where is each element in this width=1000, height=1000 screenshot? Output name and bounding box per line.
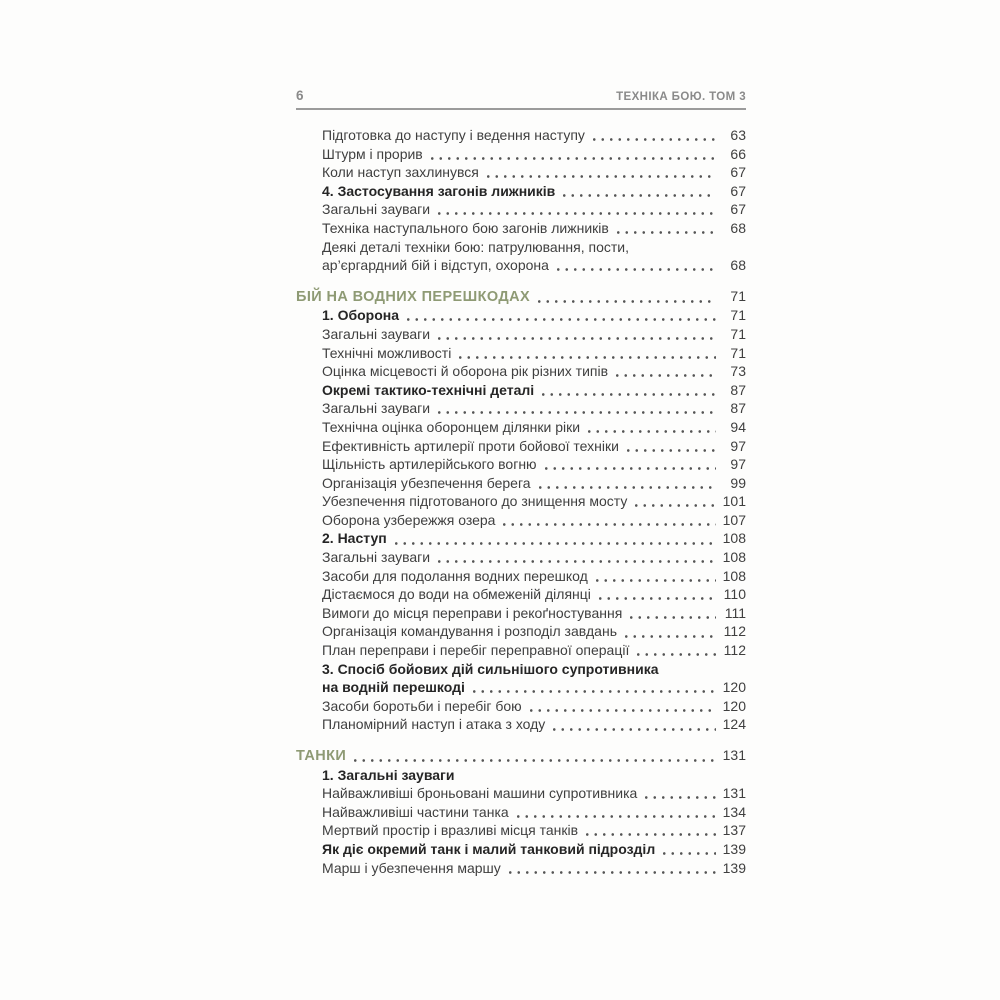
toc-entry-title: Загальні зауваги bbox=[322, 201, 431, 218]
toc-entry-title: Мертвий простір і вразливі місця танків bbox=[322, 822, 579, 839]
toc-entry-title: 1. Оборона bbox=[322, 307, 399, 324]
running-header bbox=[296, 88, 746, 110]
toc-entry-title: 1. Загальні зауваги bbox=[322, 766, 455, 783]
toc-entry-title: Як діє окремий танк і малий танковий підрозділ bbox=[322, 840, 656, 857]
toc-page-number: 87 bbox=[730, 381, 746, 398]
toc-entry-title: ар’єргардний бій і відступ, охорона bbox=[322, 257, 549, 274]
toc-entry-row bbox=[296, 306, 746, 325]
toc-entry-row bbox=[296, 362, 746, 381]
toc-entry-title: Технічні можливості bbox=[322, 344, 452, 361]
dot-leader bbox=[642, 796, 716, 799]
toc-page-number: 71 bbox=[730, 287, 746, 304]
toc-page-number: 120 bbox=[722, 679, 746, 696]
toc-entry-title: Деякі деталі техніки бою: патрулювання, пости, bbox=[322, 238, 630, 255]
toc-section-title: БІЙ НА ВОДНИХ ПЕРЕШКОДАХ bbox=[296, 288, 531, 305]
dot-leader bbox=[596, 597, 716, 600]
toc-page-number: 97 bbox=[730, 456, 746, 473]
toc-entry-row bbox=[296, 784, 746, 803]
dot-leader bbox=[435, 337, 716, 340]
toc-entry-row bbox=[296, 660, 746, 679]
toc-page-number: 134 bbox=[722, 803, 746, 820]
toc-entry-row bbox=[296, 163, 746, 182]
toc-entry-title: Штурм і прорив bbox=[322, 145, 423, 162]
toc-entry-row bbox=[296, 200, 746, 219]
toc-page-number: 112 bbox=[723, 623, 746, 640]
toc-page-number: 68 bbox=[730, 257, 746, 274]
toc-page-number: 73 bbox=[730, 363, 746, 380]
toc-page-number: 97 bbox=[730, 437, 746, 454]
toc-page-number: 120 bbox=[722, 697, 746, 714]
dot-leader bbox=[428, 157, 716, 160]
toc-page-number: 101 bbox=[722, 493, 746, 510]
toc-page-number: 137 bbox=[722, 822, 746, 839]
toc-page-number: 110 bbox=[723, 586, 746, 603]
dot-leader bbox=[585, 430, 716, 433]
toc-entry-row bbox=[296, 455, 746, 474]
toc-entry-row bbox=[296, 766, 746, 785]
page-number: 6 bbox=[296, 88, 304, 103]
dot-leader bbox=[435, 411, 716, 414]
toc-entry-row bbox=[296, 437, 746, 456]
toc-entry-title: Підготовка до наступу і ведення наступу bbox=[322, 127, 585, 143]
dot-leader bbox=[624, 449, 716, 452]
dot-leader bbox=[614, 231, 716, 234]
toc-entry-row bbox=[296, 622, 746, 641]
toc-entry-title: Оцінка місцевості й оборона рік різних типів bbox=[322, 363, 609, 380]
running-title: ТЕХНІКА БОЮ. ТОМ 3 bbox=[616, 91, 746, 103]
toc-entry-row bbox=[296, 381, 746, 400]
toc-group bbox=[296, 287, 746, 734]
toc-entry-row bbox=[296, 567, 746, 586]
toc-entry-title: Засоби для подолання водних перешкод bbox=[322, 567, 588, 584]
toc-entry-title: Загальні зауваги bbox=[322, 325, 431, 342]
toc-page-number: 71 bbox=[730, 344, 746, 361]
toc-page-number: 68 bbox=[730, 219, 746, 236]
dot-leader bbox=[404, 318, 716, 321]
toc-entry-title: Засоби боротьби і перебіг бою bbox=[322, 697, 522, 714]
toc-page-number: 139 bbox=[722, 840, 746, 857]
toc-entry-title: Убезпечення підготованого до знищення мосту bbox=[322, 493, 628, 510]
toc-entry-row bbox=[296, 492, 746, 511]
toc-entry-title: 3. Спосіб бойових дій сильнішого супротивника bbox=[322, 660, 659, 677]
dot-leader bbox=[392, 542, 716, 545]
dot-leader bbox=[627, 616, 716, 619]
toc-entry-row bbox=[296, 715, 746, 734]
toc-page-number: 124 bbox=[722, 716, 746, 733]
dot-leader bbox=[456, 356, 716, 359]
toc-page-number: 67 bbox=[730, 201, 746, 218]
toc-entry-row bbox=[296, 604, 746, 623]
dot-leader bbox=[470, 690, 716, 693]
toc-entry-row bbox=[296, 803, 746, 822]
dot-leader bbox=[632, 504, 716, 507]
toc-entry-title: Найважливіші броньовані машини супротивника bbox=[322, 785, 638, 802]
toc-entry-row bbox=[296, 399, 746, 418]
toc-entry-row bbox=[296, 256, 746, 275]
dot-leader bbox=[351, 759, 716, 762]
toc-entry-title: Дістаємося до води на обмеженій ділянці bbox=[322, 586, 591, 603]
toc-page-number: 139 bbox=[722, 859, 746, 876]
toc-entry-title: Окремі тактико-технічні деталі bbox=[322, 381, 535, 398]
dot-leader bbox=[560, 194, 716, 197]
toc-page-number: 67 bbox=[730, 164, 746, 181]
toc-entry-title: Планомірний наступ і атака з ходу bbox=[322, 716, 546, 733]
toc-entry-row bbox=[296, 697, 746, 716]
toc-page-number: 108 bbox=[722, 549, 746, 566]
toc-page-number: 67 bbox=[730, 182, 746, 199]
toc-entry-title: Технічна оцінка оборонцем ділянки ріки bbox=[322, 418, 581, 435]
toc-page-number: 94 bbox=[730, 418, 746, 435]
toc-page-number: 71 bbox=[730, 307, 746, 324]
toc-page-number: 66 bbox=[730, 145, 746, 162]
dot-leader bbox=[539, 393, 716, 396]
toc-entry-title: Найважливіші частини танка bbox=[322, 803, 509, 820]
toc-page-number: 99 bbox=[730, 474, 746, 491]
toc-entry-row bbox=[296, 821, 746, 840]
toc-entry-row bbox=[296, 145, 746, 164]
toc-entry-row bbox=[296, 474, 746, 493]
toc-entry-row bbox=[296, 418, 746, 437]
dot-leader bbox=[554, 268, 716, 271]
toc-page-number: 87 bbox=[730, 400, 746, 417]
toc-entry-row bbox=[296, 238, 746, 257]
toc-entry-title: План переправи і перебіг переправної операції bbox=[322, 642, 630, 659]
toc-entry-row bbox=[296, 182, 746, 201]
toc-entry-row bbox=[296, 126, 746, 145]
toc-entry-title: 2. Наступ bbox=[322, 530, 387, 547]
toc-entry-title: Щільність артилерійського вогню bbox=[322, 456, 537, 473]
dot-leader bbox=[536, 486, 716, 489]
dot-leader bbox=[660, 852, 716, 855]
dot-leader bbox=[583, 833, 716, 836]
toc-group bbox=[296, 126, 746, 275]
dot-leader bbox=[435, 212, 716, 215]
toc-entry-row bbox=[296, 585, 746, 604]
toc-entry-row bbox=[296, 840, 746, 859]
toc-entry-title: Організація командування і розподіл завдань bbox=[322, 623, 617, 640]
dot-leader bbox=[590, 138, 716, 141]
toc-page-number: 63 bbox=[730, 127, 746, 143]
page-content bbox=[296, 88, 746, 877]
toc-page-number: 108 bbox=[722, 530, 746, 547]
dot-leader bbox=[484, 175, 716, 178]
toc-section-row bbox=[296, 746, 746, 766]
toc-page-number: 111 bbox=[724, 604, 746, 621]
toc-entry-title: Марш і убезпечення маршу bbox=[322, 859, 501, 876]
toc-entry-row bbox=[296, 548, 746, 567]
dot-leader bbox=[514, 815, 716, 818]
toc-entry-title: 4. Застосування загонів лижників bbox=[322, 182, 556, 199]
toc-entry-row bbox=[296, 859, 746, 878]
dot-leader bbox=[435, 560, 716, 563]
toc-page-number: 112 bbox=[723, 642, 746, 659]
toc-page-number: 131 bbox=[722, 785, 746, 802]
toc-entry-row bbox=[296, 219, 746, 238]
toc-entry-row bbox=[296, 325, 746, 344]
toc-entry-row bbox=[296, 641, 746, 660]
toc-page-number: 131 bbox=[722, 747, 746, 763]
toc-entry-title: Техніка наступального бою загонів лижників bbox=[322, 219, 609, 236]
toc-entry-row bbox=[296, 344, 746, 363]
toc-entry-title: Ефективність артилерії проти бойової техніки bbox=[322, 437, 619, 454]
toc-page-number: 108 bbox=[722, 567, 746, 584]
toc-entry-title: Коли наступ захлинувся bbox=[322, 164, 479, 181]
dot-leader bbox=[506, 871, 716, 874]
toc-entry-title: Загальні зауваги bbox=[322, 400, 431, 417]
toc-entry-row bbox=[296, 529, 746, 548]
dot-leader bbox=[535, 300, 716, 303]
dot-leader bbox=[542, 467, 716, 470]
toc-page-number: 107 bbox=[722, 511, 746, 528]
dot-leader bbox=[527, 709, 716, 712]
toc-entry-row bbox=[296, 511, 746, 530]
dot-leader bbox=[613, 374, 716, 377]
dot-leader bbox=[634, 653, 716, 656]
toc-entry-title: Загальні зауваги bbox=[322, 549, 431, 566]
toc bbox=[296, 126, 746, 877]
toc-entry-title: Вимоги до місця переправи і рекоґностування bbox=[322, 604, 623, 621]
toc-entry-title: на водній перешкоді bbox=[322, 679, 465, 696]
dot-leader bbox=[550, 728, 716, 731]
toc-section-title: ТАНКИ bbox=[296, 748, 347, 764]
dot-leader bbox=[500, 523, 716, 526]
dot-leader bbox=[622, 635, 716, 638]
toc-group bbox=[296, 746, 746, 877]
toc-entry-title: Організація убезпечення берега bbox=[322, 474, 531, 491]
toc-section-row bbox=[296, 287, 746, 307]
toc-page-number: 71 bbox=[730, 325, 746, 342]
toc-entry-row bbox=[296, 678, 746, 697]
dot-leader bbox=[593, 579, 716, 582]
toc-entry-title: Оборона узбережжя озера bbox=[322, 511, 496, 528]
